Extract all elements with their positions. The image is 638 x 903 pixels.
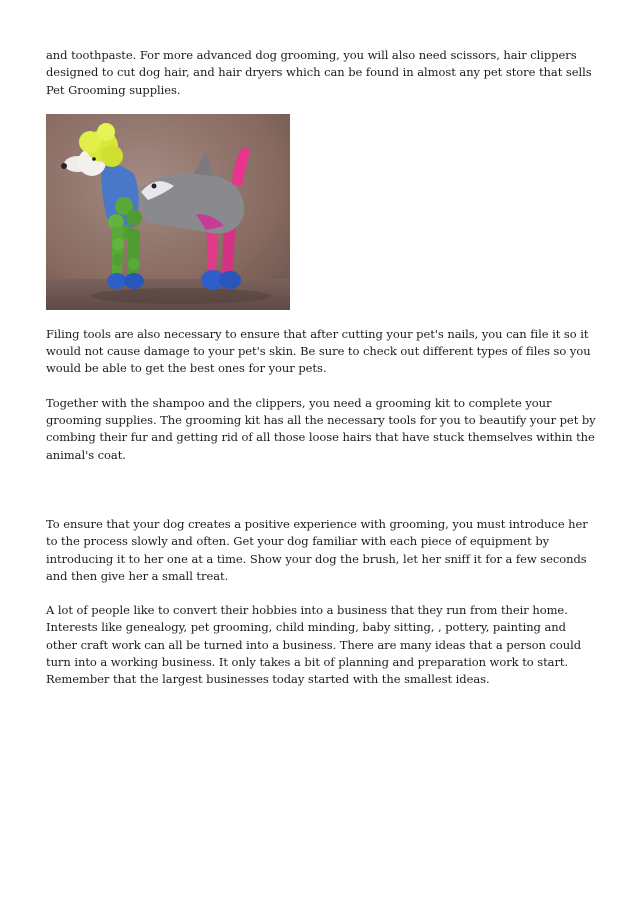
paragraph-introduce-dog: To ensure that your dog creates a positive experience with grooming, you must introduce her to the process slowly and often. Get your dog familiar with each piece of equipment by introducing it to her one at a time. Show your dog the brush, let her sniff it for a few seconds and then give her a small treat. [46,516,588,583]
poodle-photo [46,114,290,310]
paragraph-grooming-tools: and toothpaste. For more advanced dog grooming, you will also need scissors, hair clippers designed to cut dog hair, and hair dryers which can be found in almost any pet store that sells Pet Grooming supplies. [46,48,592,97]
paragraph-grooming-kit: Together with the shampoo and the clippers, you need a grooming kit to complete your grooming supplies. The grooming kit has all the necessary tools for you to beautify your pet by combing their fur and getting rid of all those loose hairs that have stuck themselves within the animal's coat. [46,395,596,462]
paragraph-hobbies-business: A lot of people like to convert their hobbies into a business that they run from their home. Interests like genealogy, pet grooming, child minding, baby sitting, , pottery, painting and other craft work can all be turned into a business. There are many ideas that a person could turn into a working business. It only takes a bit of planning and preparation work to start. Remember that the largest businesses today started with the smallest ideas. [46,603,582,687]
paragraph-filing-tools: Filing tools are also necessary to ensure that after cutting your pet's nails, you can file it so it would not cause damage to your pet's skin. Be sure to check out different types of files so you would be able to get the best ones for your pets. [46,326,591,376]
document-page [46,47,598,689]
